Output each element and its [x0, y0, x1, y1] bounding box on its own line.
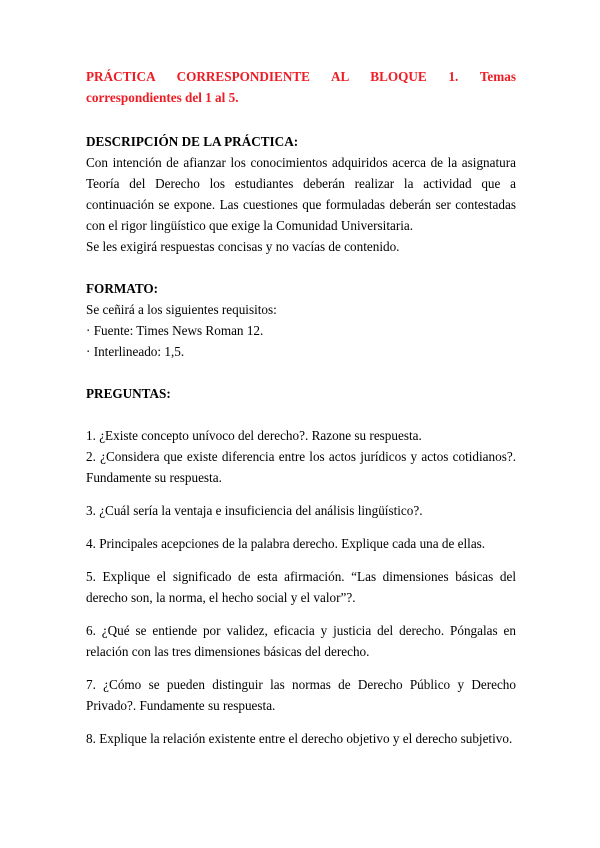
question-4: 4. Principales acepciones de la palabra derecho. Explique cada una de ellas. [86, 536, 486, 551]
description-extra: Se les exigirá respuestas concisas y no vacías de contenido. [86, 239, 400, 254]
document-title: PRÁCTICA CORRESPONDIENTE AL BLOQUE 1. Temas correspondientes del 1 al 5. [86, 69, 516, 105]
question-3: 3. ¿Cuál sería la ventaja e insuficiencia del análisis lingüístico?. [86, 503, 423, 518]
spacer [86, 362, 516, 383]
format-heading: FORMATO: [86, 281, 159, 296]
spacer [86, 716, 516, 728]
format-item-font: · Fuente: Times News Roman 12. [86, 323, 264, 338]
question-2: 2. ¿Considera que existe diferencia entre los actos jurídicos y actos cotidianos?. Fundamente su respuesta. [86, 449, 516, 485]
questions-heading: PREGUNTAS: [86, 386, 171, 401]
question-5: 5. Explique el significado de esta afirmación. “Las dimensiones básicas del derecho son, la norma, el hecho social y el valor”?. [86, 569, 516, 605]
questions-section [86, 383, 516, 749]
spacer [86, 488, 516, 500]
spacer [86, 554, 516, 566]
spacer [86, 257, 516, 278]
question-1: 1. ¿Existe concepto unívoco del derecho?. Razone su respuesta. [86, 428, 422, 443]
question-7: 7. ¿Cómo se pueden distinguir las normas de Derecho Público y Derecho Privado?. Fundamente su respuesta. [86, 677, 516, 713]
question-6: 6. ¿Qué se entiende por validez, eficacia y justicia del derecho. Póngalas en relación con las tres dimensiones básicas del derecho. [86, 623, 516, 659]
question-8: 8. Explique la relación existente entre el derecho objetivo y el derecho subjetivo. [86, 731, 513, 746]
spacer [86, 608, 516, 620]
spacer [86, 662, 516, 674]
spacer [86, 108, 516, 131]
spacer [86, 521, 516, 533]
document-page [86, 66, 516, 749]
format-item-spacing: · Interlineado: 1,5. [86, 344, 185, 359]
format-section [86, 278, 516, 362]
description-heading: DESCRIPCIÓN DE LA PRÁCTICA: [86, 134, 299, 149]
description-paragraph: Con intención de afianzar los conocimientos adquiridos acerca de la asignatura Teoría del Derecho los estudiantes deberán realizar la actividad que a continuación se expone. Las cuestiones que formuladas deberán ser contestadas con el rigor lingüístico que exige la Comunidad Universitaria. [86, 155, 516, 233]
spacer [86, 404, 516, 425]
description-section [86, 131, 516, 257]
format-intro: Se ceñirá a los siguientes requisitos: [86, 302, 277, 317]
